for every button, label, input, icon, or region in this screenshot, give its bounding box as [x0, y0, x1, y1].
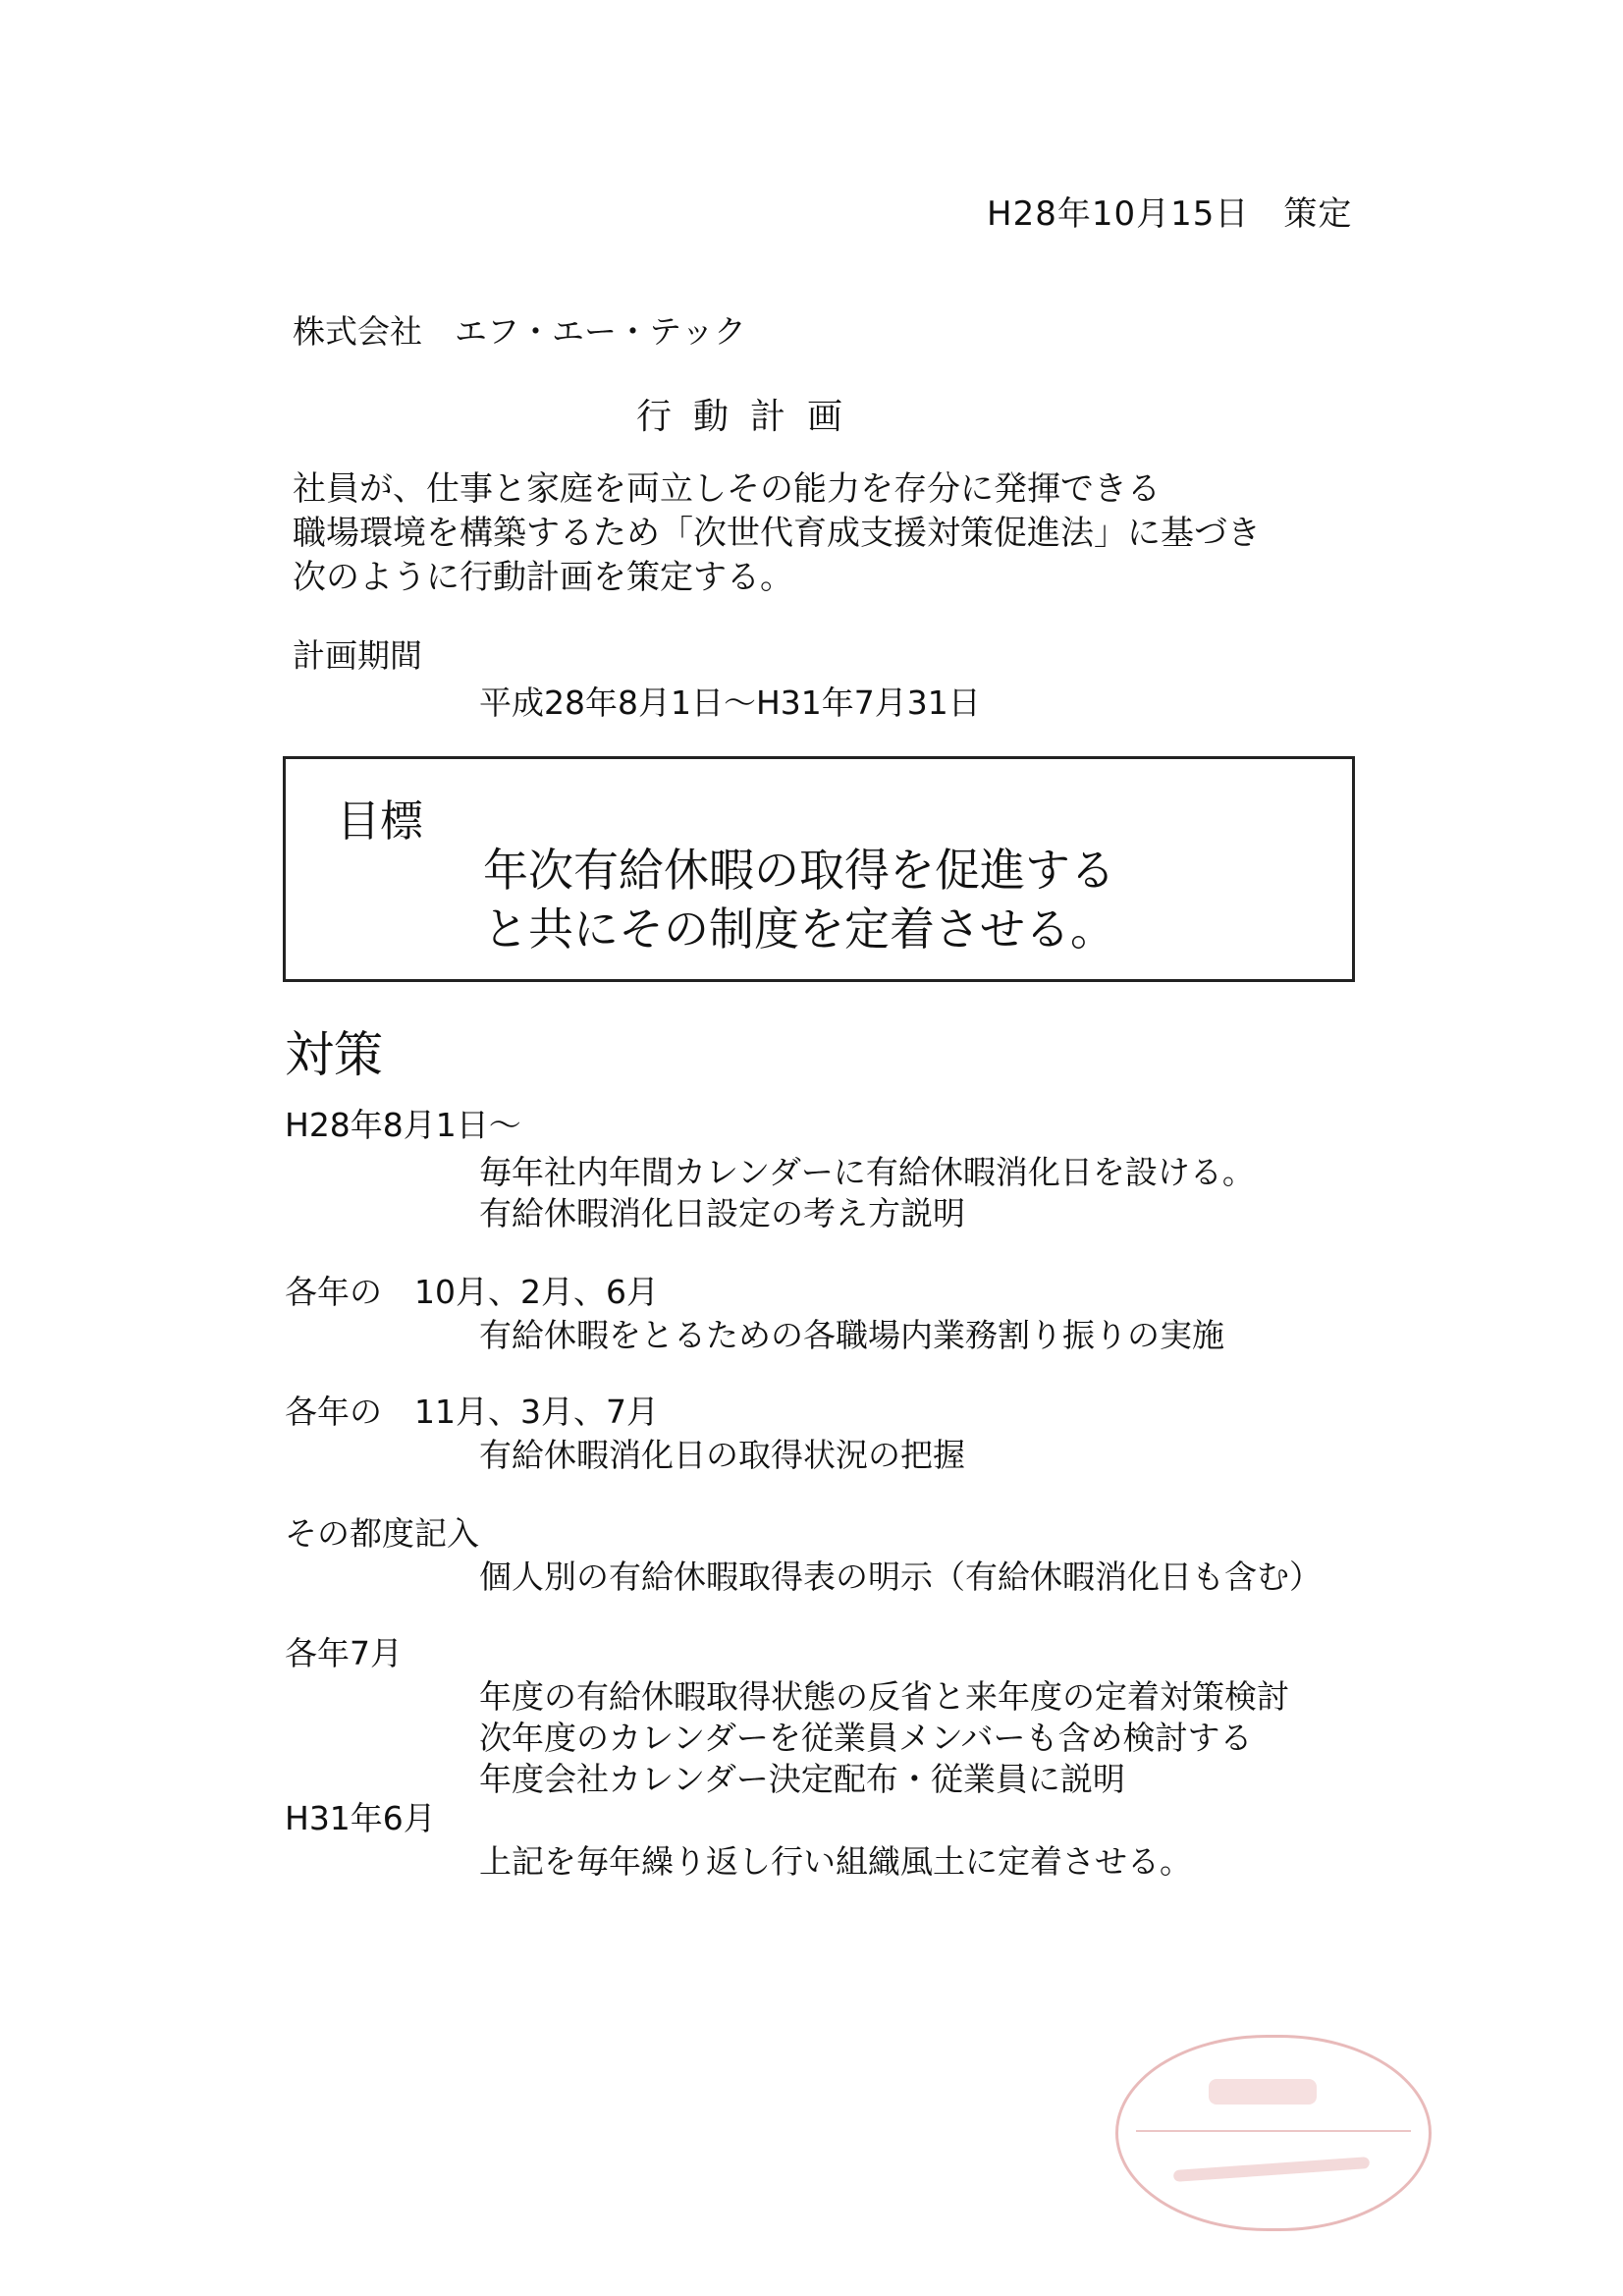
measure-line: 有給休暇をとるための各職場内業務割り振りの実施	[479, 1316, 1224, 1354]
intro-line: 職場環境を構築するため「次世代育成支援対策促進法」に基づき	[293, 514, 1261, 553]
measure-when: 各年の 11月、3月、7月	[285, 1393, 659, 1431]
measure-when: 各年の 10月、2月、6月	[285, 1273, 659, 1311]
stamp-divider	[1136, 2130, 1411, 2132]
measures-heading: 対策	[285, 1026, 383, 1083]
measure-line: 個人別の有給休暇取得表の明示（有給休暇消化日も含む）	[479, 1558, 1322, 1596]
company-name: 株式会社 エフ・エー・テック	[293, 312, 746, 351]
period-value: 平成28年8月1日～H31年7月31日	[479, 683, 981, 722]
stamp-office-mark	[1173, 2157, 1370, 2182]
stamp-date-mark	[1209, 2079, 1317, 2105]
document-title: 行動計画	[636, 397, 865, 437]
measure-line: 年度会社カレンダー決定配布・従業員に説明	[479, 1760, 1125, 1798]
measure-line: 有給休暇消化日の取得状況の把握	[479, 1436, 965, 1474]
reception-stamp	[1115, 2035, 1432, 2231]
measure-line: 毎年社内年間カレンダーに有給休暇消化日を設ける。	[479, 1153, 1255, 1191]
measure-line: 有給休暇消化日設定の考え方説明	[479, 1194, 965, 1232]
goal-line: 年次有給休暇の取得を促進する	[483, 844, 1115, 897]
measure-line: 年度の有給休暇取得状態の反省と来年度の定着対策検討	[479, 1677, 1289, 1716]
intro-line: 社員が、仕事と家庭を両立しその能力を存分に発揮できる	[293, 469, 1161, 509]
measure-when: H31年6月	[285, 1799, 436, 1837]
goal-label: 目標	[337, 796, 423, 847]
measure-when: 各年7月	[285, 1634, 403, 1672]
goal-line: と共にその制度を定着させる。	[483, 902, 1115, 956]
measure-line: 次年度のカレンダーを従業員メンバーも含め検討する	[479, 1719, 1253, 1757]
document-date: H28年10月15日 策定	[987, 194, 1353, 234]
measure-when: H28年8月1日～	[285, 1106, 521, 1144]
measure-line: 上記を毎年繰り返し行い組織風土に定着させる。	[479, 1842, 1192, 1881]
intro-paragraph	[293, 467, 1261, 600]
measure-when: その都度記入	[285, 1514, 479, 1553]
intro-line: 次のように行動計画を策定する。	[293, 558, 793, 597]
goal-text	[483, 841, 1115, 958]
period-label: 計画期間	[293, 636, 422, 675]
